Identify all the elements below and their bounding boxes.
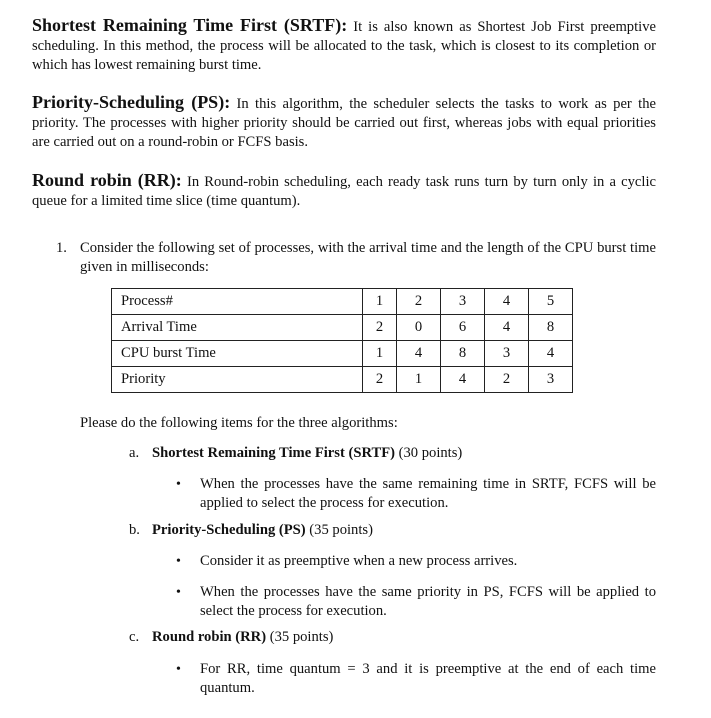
table-cell: 4 (397, 341, 441, 367)
bullet-icon: • (176, 662, 181, 677)
item-points: (30 points) (394, 445, 463, 461)
ps-definition (32, 93, 656, 152)
list-item (176, 660, 656, 698)
table-cell: 1 (363, 341, 397, 367)
table-row (112, 289, 573, 315)
item-b-heading (129, 521, 373, 540)
table-cell: 2 (363, 315, 397, 341)
rr-term: Round robin (RR): (32, 170, 182, 190)
row-label: Arrival Time (112, 315, 363, 341)
table-cell: 4 (441, 367, 485, 393)
item-title: Round robin (RR) (152, 629, 267, 645)
table-cell: 1 (397, 367, 441, 393)
bullet-icon: • (176, 585, 181, 600)
table-cell: 6 (441, 315, 485, 341)
item-a-heading (129, 444, 462, 463)
table-cell: 0 (397, 315, 441, 341)
table-cell: 3 (529, 367, 573, 393)
item-letter: c. (129, 629, 140, 645)
row-label: Process# (112, 289, 363, 315)
item-title: Shortest Remaining Time First (SRTF) (152, 445, 395, 461)
bullet-text: For RR, time quantum = 3 and it is preemptive at the end of each time quantum. (200, 661, 656, 696)
table-cell: 3 (485, 341, 529, 367)
bullet-icon: • (176, 554, 181, 569)
list-item (176, 552, 656, 571)
table-row (112, 315, 573, 341)
srtf-term: Shortest Remaining Time First (SRTF): (32, 15, 348, 35)
rr-description: In Round-robin scheduling, each ready task runs turn by turn only in a cyclic queue for a limited time slice (time quantum). (32, 174, 656, 209)
table-row (112, 367, 573, 393)
table-cell: 8 (529, 315, 573, 341)
list-item (176, 475, 656, 513)
bullet-icon: • (176, 477, 181, 492)
rr-definition (32, 171, 656, 211)
item-title: Priority-Scheduling (PS) (152, 522, 306, 538)
table-cell: 2 (397, 289, 441, 315)
items-intro: Please do the following items for the three algorithms: (80, 415, 398, 431)
srtf-description: It is also known as Shortest Job First preemptive scheduling. In this method, the process will be allocated to the task, which is closest to its completion or which has lowest remaining burst time. (32, 19, 656, 73)
process-table (111, 288, 573, 393)
item-points: (35 points) (305, 522, 373, 538)
bullet-text: When the processes have the same remaining time in SRTF, FCFS will be applied to select the process for execution. (200, 476, 656, 511)
table-cell: 1 (363, 289, 397, 315)
table-cell: 2 (485, 367, 529, 393)
row-label: CPU burst Time (112, 341, 363, 367)
list-item (176, 583, 656, 621)
item-letter: a. (129, 445, 140, 461)
srtf-definition (32, 16, 656, 75)
table-cell: 4 (485, 315, 529, 341)
question-number: 1. (56, 240, 67, 256)
question-text: Consider the following set of processes, with the arrival time and the length of the CPU burst time given in milliseconds: (80, 240, 656, 275)
ps-description: In this algorithm, the scheduler selects the tasks to work as per the priority. The processes with higher priority should be carried out first, whereas jobs with equal priorities are carried out on a round-robin or FCFS basis. (32, 96, 656, 150)
table-row (112, 341, 573, 367)
bullet-text: When the processes have the same priority in PS, FCFS will be applied to select the process for execution. (200, 584, 656, 619)
table-cell: 4 (529, 341, 573, 367)
row-label: Priority (112, 367, 363, 393)
table-cell: 8 (441, 341, 485, 367)
table-cell: 2 (363, 367, 397, 393)
table-cell: 4 (485, 289, 529, 315)
table-cell: 3 (441, 289, 485, 315)
item-c-heading (129, 628, 333, 647)
table-cell: 5 (529, 289, 573, 315)
bullet-text: Consider it as preemptive when a new process arrives. (200, 553, 518, 569)
item-letter: b. (129, 522, 140, 538)
ps-term: Priority-Scheduling (PS): (32, 92, 231, 112)
item-points: (35 points) (266, 629, 334, 645)
